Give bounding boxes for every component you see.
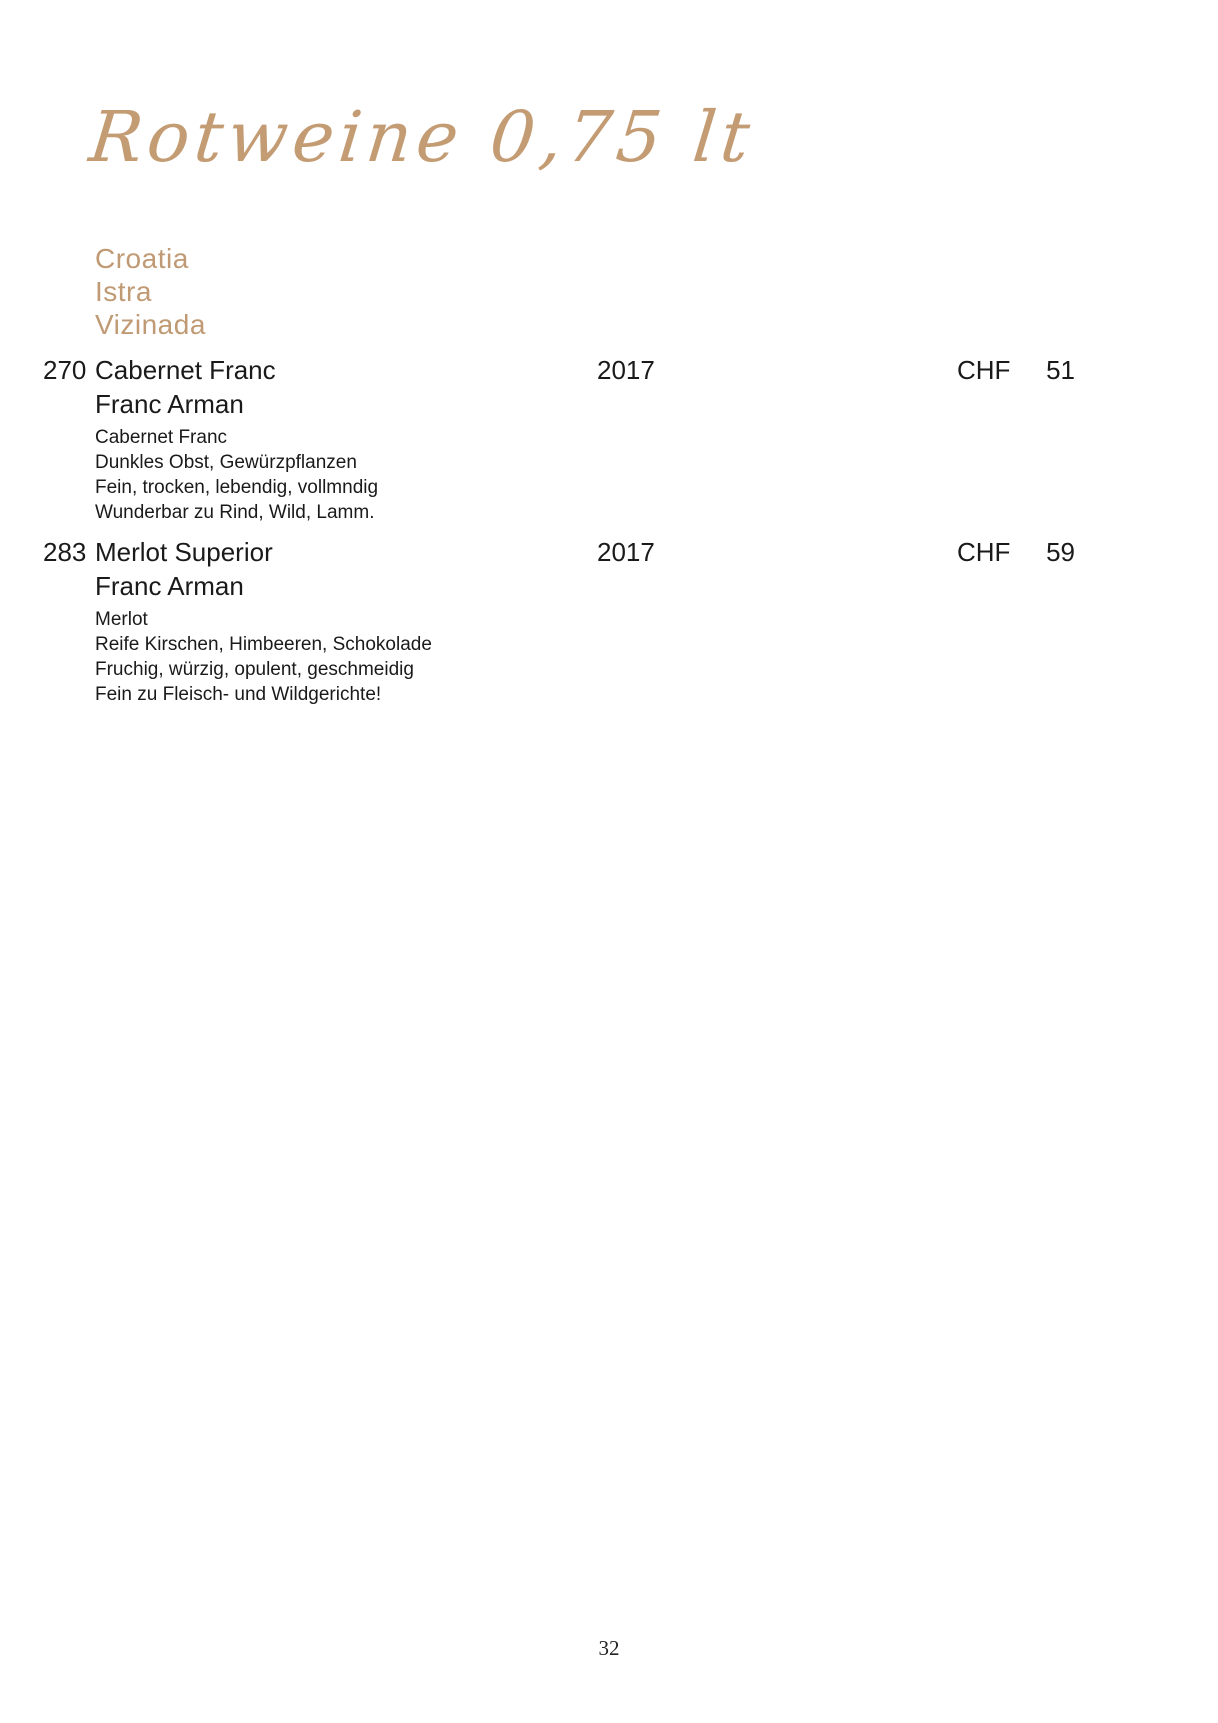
wine-price: 59 xyxy=(1046,537,1075,567)
wine-price: 51 xyxy=(1046,355,1075,385)
wine-detail-pairing: Fein zu Fleisch- und Wildgerichte! xyxy=(95,684,382,705)
wine-currency-label: CHF xyxy=(957,355,1011,385)
wine-number: 270 xyxy=(43,355,87,385)
wine-entry-header xyxy=(43,354,1075,386)
wine-entry-270 xyxy=(43,354,1075,525)
wine-detail-grape: Merlot xyxy=(95,609,148,630)
wine-vintage: 2017 xyxy=(597,537,655,567)
wine-detail-pairing: Wunderbar zu Rind, Wild, Lamm. xyxy=(95,502,375,523)
wine-detail-aroma: Reife Kirschen, Himbeeren, Schokolade xyxy=(95,634,432,655)
wine-list xyxy=(43,354,1075,718)
page-number: 32 xyxy=(598,1636,620,1660)
wine-detail-grape: Cabernet Franc xyxy=(95,427,228,448)
wine-vintage: 2017 xyxy=(597,355,655,385)
wine-producer: Franc Arman xyxy=(95,389,244,419)
wine-detail-aroma: Dunkles Obst, Gewürzpflanzen xyxy=(95,452,357,473)
wine-entry-283 xyxy=(43,536,1075,707)
wine-detail-taste: Fruchig, würzig, opulent, geschmeidig xyxy=(95,659,414,680)
region-village: Vizinada xyxy=(95,309,206,340)
wine-producer: Franc Arman xyxy=(95,571,244,601)
wine-name: Merlot Superior xyxy=(95,537,273,567)
wine-entry-header xyxy=(43,536,1075,568)
page-title: Rotweine 0,75 lt xyxy=(85,96,759,178)
region-block xyxy=(95,242,206,341)
wine-number: 283 xyxy=(43,537,87,567)
region-area: Istra xyxy=(95,276,152,307)
region-country: Croatia xyxy=(95,243,189,274)
wine-detail-taste: Fein, trocken, lebendig, vollmndig xyxy=(95,477,379,498)
wine-currency-label: CHF xyxy=(957,537,1011,567)
wine-details xyxy=(95,425,1075,525)
wine-details xyxy=(95,607,1075,707)
wine-name: Cabernet Franc xyxy=(95,355,276,385)
